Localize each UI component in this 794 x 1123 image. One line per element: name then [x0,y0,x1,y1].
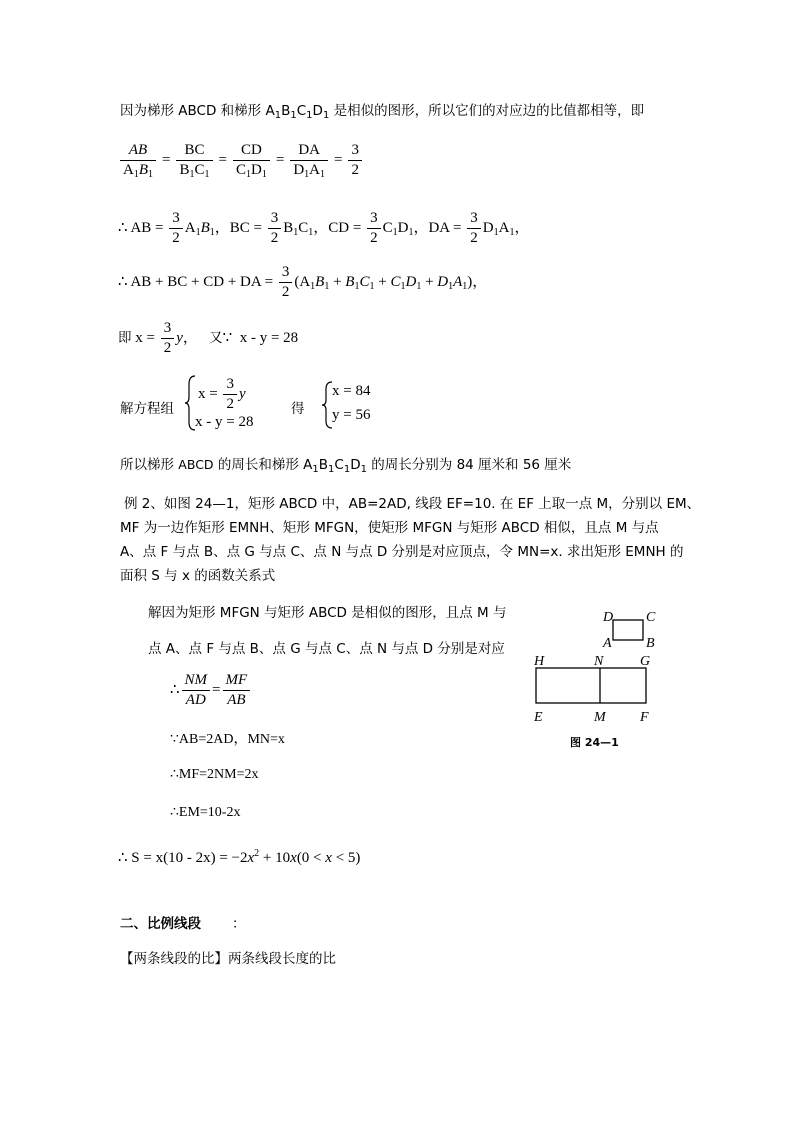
definition-text: 两条线段长度的比 [228,951,336,967]
solution-line-1: 解因为矩形 MFGN 与矩形 ABCD 是相似的图形，且点 M 与 [148,605,507,621]
example2-line-1: 例 2、如图 24—1，矩形 ABCD 中，AB=2AD, 线段 EF=10. 在 EF 上取一点 M，分别以 EM、 [124,496,701,512]
conclusion-text: 所以梯形 ABCD 的周长和梯形 $A_1B_1C_1D_1$ 的周长分别为 84 厘米和 56 厘米 [120,457,572,475]
label-g: G [640,654,651,669]
label-h: H [534,654,545,669]
label-d: D [603,610,614,625]
ratio-equation: $\frac{AB}{A_1B_1}$ = $\frac{BC}{B_1C_1}$ = $\frac{CD}{C_1D_1}$ = $\frac{DA}{D_1A_1}$ = $\frac{3}{2}$ [118,142,364,179]
system-label: 解方程组 [120,401,174,417]
system-get: 得 [291,401,305,417]
definition-line [120,947,336,967]
label-e: E [534,710,543,725]
system-line-1: x = $\frac{3}{2}$ y [198,376,246,412]
example2-line-3: A、点 F 与点 B、点 G 与点 C、点 N 与点 D 分别是对应顶点，令 MN=x. 求出矩形 EMNH 的 [120,544,684,560]
system-line-2: x - y = 28 [195,414,254,430]
side-equations: ∴ AB = $\frac{3}{2}$ $A_1B_1$，BC = $\frac{3}{2}$ $B_1C_1$，CD = $\frac{3}{2}$ $C_1D_1$，DA = $\frac{3}{2}$ $D_1A_1$， [118,210,530,246]
solution-step-1: ∵AB=2AD，MN=x [170,732,285,747]
definition-bracket: 【两条线段的比】 [120,951,228,967]
xy-relation: 即 x = $\frac{3}{2}$ y， 又∵ x - y = 28 [118,320,299,356]
figure-24-1 [520,600,680,760]
section-colon: ： [232,916,246,932]
final-equation: ∴ $S = x(10 - 2x) = -2x^2 + 10x(0 < x < 5)$ [118,848,361,866]
intro-text: 因为梯形 ABCD 和梯形 $A_1B_1C_1D_1$ 是相似的图形，所以它们的对应边的比值都相等，即 [120,103,645,121]
label-n: N [594,654,604,669]
label-m: M [594,710,606,725]
section-title: 二、比例线段 [120,916,201,932]
solution-step-2: ∴MF=2NM=2x [170,767,259,782]
label-a: A [603,636,612,651]
example2-line-2: MF 为一边作矩形 EMNH、矩形 MFGN，使矩形 MFGN 与矩形 ABCD 相似，且点 M 与点 [120,520,659,536]
label-c: C [646,610,656,625]
label-b: B [646,636,655,651]
solution-step-3: ∴EM=10-2x [170,805,241,820]
rect-efgh [536,668,646,703]
figure-caption: 图 24—1 [570,736,619,749]
label-f: F [640,710,649,725]
rect-abcd [613,620,643,640]
perimeter-equation: ∴ AB + BC + CD + DA = $\frac{3}{2}$ $(A_1B_1 + B_1C_1 + C_1D_1 + D_1A_1)$， [118,264,488,300]
solution-line-2: 点 A、点 F 与点 B、点 G 与点 C、点 N 与点 D 分别是对应 [148,641,505,657]
system-result-2: y = 56 [332,407,371,423]
solution-ratio: ∴ $\frac{NM}{AD}$ = $\frac{MF}{AB}$ [170,672,252,709]
system-result-1: x = 84 [332,383,371,399]
example2-line-4: 面积 S 与 x 的函数关系式 [120,568,276,584]
